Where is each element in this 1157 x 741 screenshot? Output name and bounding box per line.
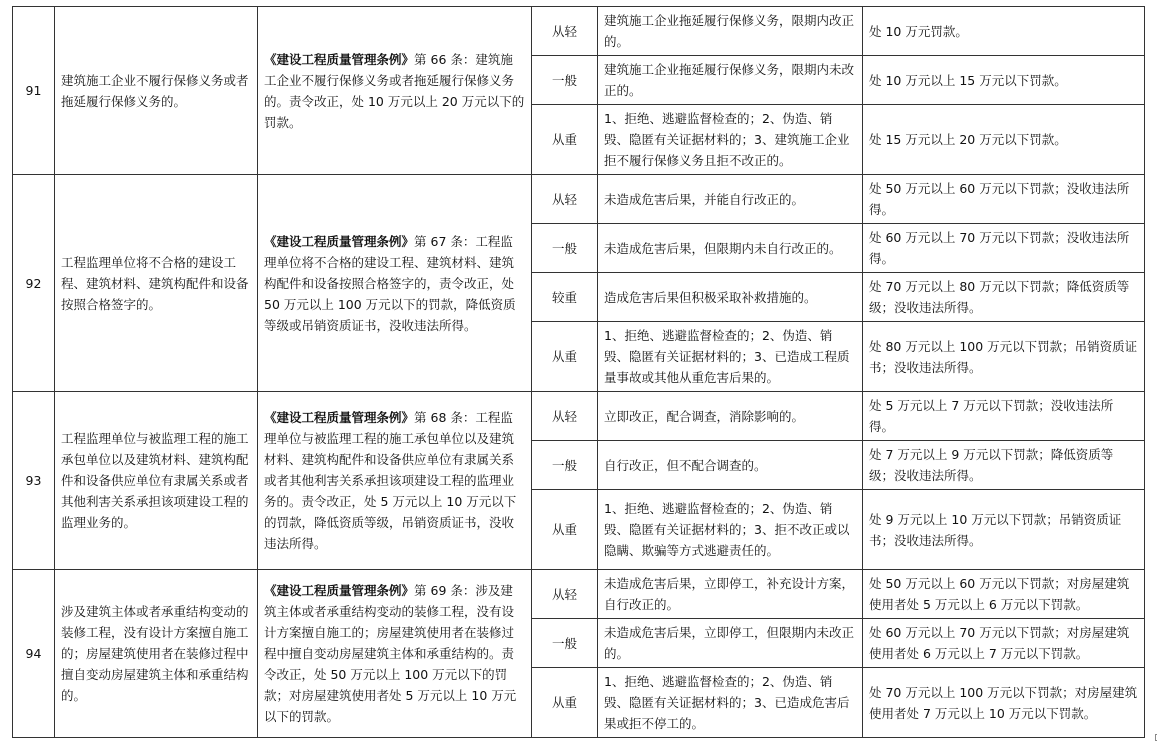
discretion-level: 从重 [532,490,598,570]
circumstance-description: 1、拒绝、逃避监督检查的；2、伪造、销毁、隐匿有关证据材料的；3、建筑施工企业拒不履行保修义务且拒不改正的。 [598,105,863,175]
law-title: 《建设工程质量管理条例》 [264,233,415,249]
discretion-level: 从重 [532,322,598,392]
circumstance-description: 建筑施工企业拖延履行保修义务，限期内改正的。 [598,7,863,56]
table-row [13,570,1145,619]
item-number: 92 [13,175,55,392]
law-article-text: 第 66 条：建筑施工企业不履行保修义务或者拖延履行保修义务的。责令改正，处 10 万元以上 20 万元以下的罚款。 [264,51,525,130]
circumstance-description: 1、拒绝、逃避监督检查的；2、伪造、销毁、隐匿有关证据材料的；3、已造成危害后果或拒不停工的。 [598,668,863,738]
circumstance-description: 1、拒绝、逃避监督检查的；2、伪造、销毁、隐匿有关证据材料的；3、拒不改正或以隐瞒、欺骗等方式逃避责任的。 [598,490,863,570]
law-title: 《建设工程质量管理条例》 [264,583,415,598]
item-number: 93 [13,392,55,570]
penalty-standard: 处 5 万元以上 7 万元以下罚款；没收违法所得。 [863,392,1145,441]
penalty-standard: 处 60 万元以上 70 万元以下罚款；对房屋建筑使用者处 6 万元以上 7 万元以下罚款。 [863,619,1145,668]
penalty-standard: 处 10 万元罚款。 [863,7,1145,56]
discretion-level: 较重 [532,273,598,322]
table-row [13,392,1145,441]
table-row [13,175,1145,224]
circumstance-description: 未造成危害后果，立即停工，但限期内未改正的。 [598,619,863,668]
violation-description: 建筑施工企业不履行保修义务或者拖延履行保修义务的。 [55,7,258,175]
law-title: 《建设工程质量管理条例》 [264,51,415,67]
violation-description: 涉及建筑主体或者承重结构变动的装修工程，没有设计方案擅自施工的；房屋建筑使用者在装修过程中擅自变动房屋建筑主体和承重结构的。 [55,570,258,738]
penalty-standard: 处 7 万元以上 9 万元以下罚款；降低资质等级；没收违法所得。 [863,441,1145,490]
discretion-level: 一般 [532,56,598,105]
legal-basis [258,175,532,392]
law-article-text: 第 68 条：工程监理单位与被监理工程的施工承包单位以及建筑材料、建筑构配件和设备供应单位有隶属关系或者其他利害关系承担该项建设工程的监理业务的。责令改正，处 5 万元以上 10 万元以下的罚款，降低资质等级，吊销资质证书，没收违法所得。 [264,410,517,551]
circumstance-description: 立即改正，配合调查，消除影响的。 [598,392,863,441]
law-title: 《建设工程质量管理条例》 [264,410,415,425]
law-article-text: 第 67 条：工程监理单位将不合格的建设工程、建筑材料、建筑构配件和设备按照合格签字的，责令改正，处 50 万元以上 100 万元以下的罚款，降低资质等级或吊销资质证书，没收违法所得。 [264,233,516,333]
circumstance-description: 自行改正，但不配合调查的。 [598,441,863,490]
penalty-standard: 处 70 万元以上 100 万元以下罚款；对房屋建筑使用者处 7 万元以上 10 万元以下罚款。 [863,668,1145,738]
penalty-discretion-table-container [12,6,1145,738]
penalty-standard: 处 80 万元以上 100 万元以下罚款；吊销资质证书；没收违法所得。 [863,322,1145,392]
item-number: 91 [13,7,55,175]
circumstance-description: 未造成危害后果，立即停工，补充设计方案，自行改正的。 [598,570,863,619]
penalty-standard: 处 9 万元以上 10 万元以下罚款；吊销资质证书；没收违法所得。 [863,490,1145,570]
circumstance-description: 造成危害后果但积极采取补救措施的。 [598,273,863,322]
circumstance-description: 未造成危害后果，但限期内未自行改正的。 [598,224,863,273]
discretion-level: 从重 [532,668,598,738]
legal-basis [258,392,532,570]
penalty-standard: 处 15 万元以上 20 万元以下罚款。 [863,105,1145,175]
circumstance-description: 1、拒绝、逃避监督检查的；2、伪造、销毁、隐匿有关证据材料的；3、已造成工程质量事故或其他从重危害后果的。 [598,322,863,392]
legal-basis [258,7,532,175]
discretion-level: 一般 [532,619,598,668]
discretion-level: 从轻 [532,175,598,224]
penalty-standard: 处 60 万元以上 70 万元以下罚款；没收违法所得。 [863,224,1145,273]
table-body [13,7,1145,738]
penalty-standard: 处 70 万元以上 80 万元以下罚款；降低资质等级；没收违法所得。 [863,273,1145,322]
discretion-level: 从轻 [532,392,598,441]
legal-basis [258,570,532,738]
discretion-level: 从轻 [532,7,598,56]
table-row [13,7,1145,56]
violation-description: 工程监理单位将不合格的建设工程、建筑材料、建筑构配件和设备按照合格签字的。 [55,175,258,392]
circumstance-description: 建筑施工企业拖延履行保修义务，限期内未改正的。 [598,56,863,105]
discretion-level: 从轻 [532,570,598,619]
penalty-discretion-table [12,6,1145,738]
penalty-standard: 处 50 万元以上 60 万元以下罚款；没收违法所得。 [863,175,1145,224]
circumstance-description: 未造成危害后果，并能自行改正的。 [598,175,863,224]
penalty-standard: 处 50 万元以上 60 万元以下罚款；对房屋建筑使用者处 5 万元以上 6 万元以下罚款。 [863,570,1145,619]
discretion-level: 从重 [532,105,598,175]
discretion-level: 一般 [532,441,598,490]
penalty-standard: 处 10 万元以上 15 万元以下罚款。 [863,56,1145,105]
violation-description: 工程监理单位与被监理工程的施工承包单位以及建筑材料、建筑构配件和设备供应单位有隶属关系或者其他利害关系承担该项建设工程的监理业务的。 [55,392,258,570]
item-number: 94 [13,570,55,738]
law-article-text: 第 69 条：涉及建筑主体或者承重结构变动的装修工程，没有设计方案擅自施工的；房屋建筑使用者在装修过程中擅自变动房屋建筑主体和承重结构的。责令改正，处 50 万元以上 100 万元以下的罚款；对房屋建筑使用者处 5 万元以上 10 万元以下的罚款。 [264,583,517,724]
discretion-level: 一般 [532,224,598,273]
